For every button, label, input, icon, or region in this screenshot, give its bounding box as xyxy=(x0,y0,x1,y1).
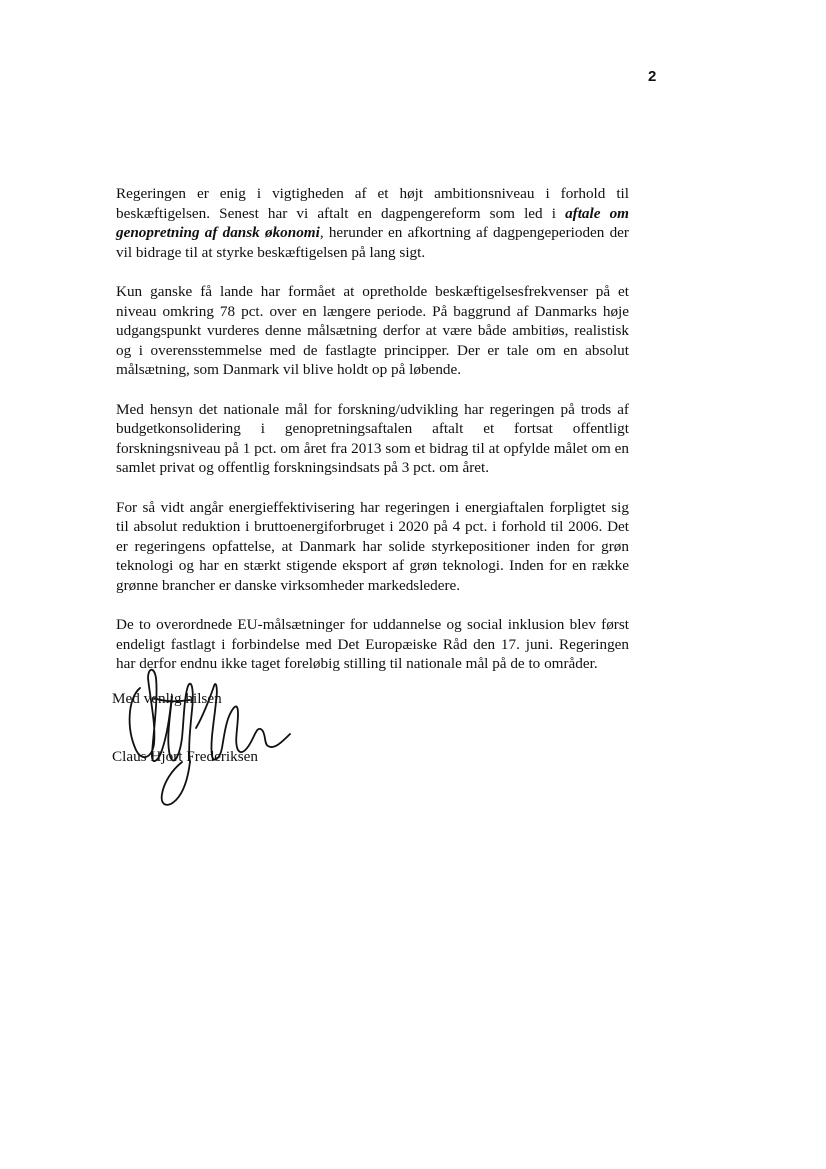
sender-name: Claus Hjort Frederiksen xyxy=(112,748,258,765)
paragraph-employment-rate: Kun ganske få lande har formået at opretholde beskæftigelsesfrekvenser på et niveau omkring 78 pct. over en længere periode. På baggrund af Danmarks høje udgangspunkt vurderes denne målsætning derfor at være både ambitiøs, realistisk og i overensstemmelse med de fastlagte principper. Der er tale om en absolut målsætning, som Danmark vil blive holdt op på løbende. xyxy=(116,282,629,379)
agreement-title: aftale om genopretning af dansk økonomi xyxy=(116,204,629,242)
paragraph-education: De to overordnede EU-målsætninger for uddannelse og social inklusion blev først endeligt fastlagt i forbindelse med Det Europæiske Råd den 17. juni. Regeringen har derfor endnu ikke taget foreløbig stilling til nationale mål på de to områder. xyxy=(116,616,629,673)
paragraph-text: Regeringen er enig i vigtigheden af et højt ambitionsniveau i forhold til beskæftigelsen. Senest har vi aftalt en dagpengereform som led i xyxy=(116,185,629,222)
letter-body xyxy=(116,184,629,674)
page-number: 2 xyxy=(648,68,657,85)
paragraph-employment xyxy=(116,184,629,262)
paragraph-text: , herunder en afkortning af dagpengeperioden der vil bidrage til at styrke beskæftigelsen på lang sigt. xyxy=(116,224,629,261)
closing-greeting: Med venlig hilsen xyxy=(112,690,222,707)
paragraph-energy: For så vidt angår energieffektivisering har regeringen i energiaftalen forpligtet sig til absolut reduktion i bruttoenergiforbruget i 2020 på 4 pct. i forhold til 2006. Det er regeringens opfattelse, at Danmark har solide styrkepositioner inden for grøn teknologi og har en stærkt stigende eksport af grøn teknologi. Inden for en række grønne brancher er danske virksomheder markedsledere. xyxy=(116,498,629,594)
paragraph-research: Med hensyn det nationale mål for forskning/udvikling har regeringen på trods af budgetkonsolidering i genopretningsaftalen aftalt et fortsat offentligt forskningsniveau på 1 pct. om året fra 2013 som et bidrag til at opfylde målet om en samlet privat og offentlig forskningsindsats på 3 pct. om året. xyxy=(116,400,629,477)
handwritten-signature xyxy=(118,658,308,818)
